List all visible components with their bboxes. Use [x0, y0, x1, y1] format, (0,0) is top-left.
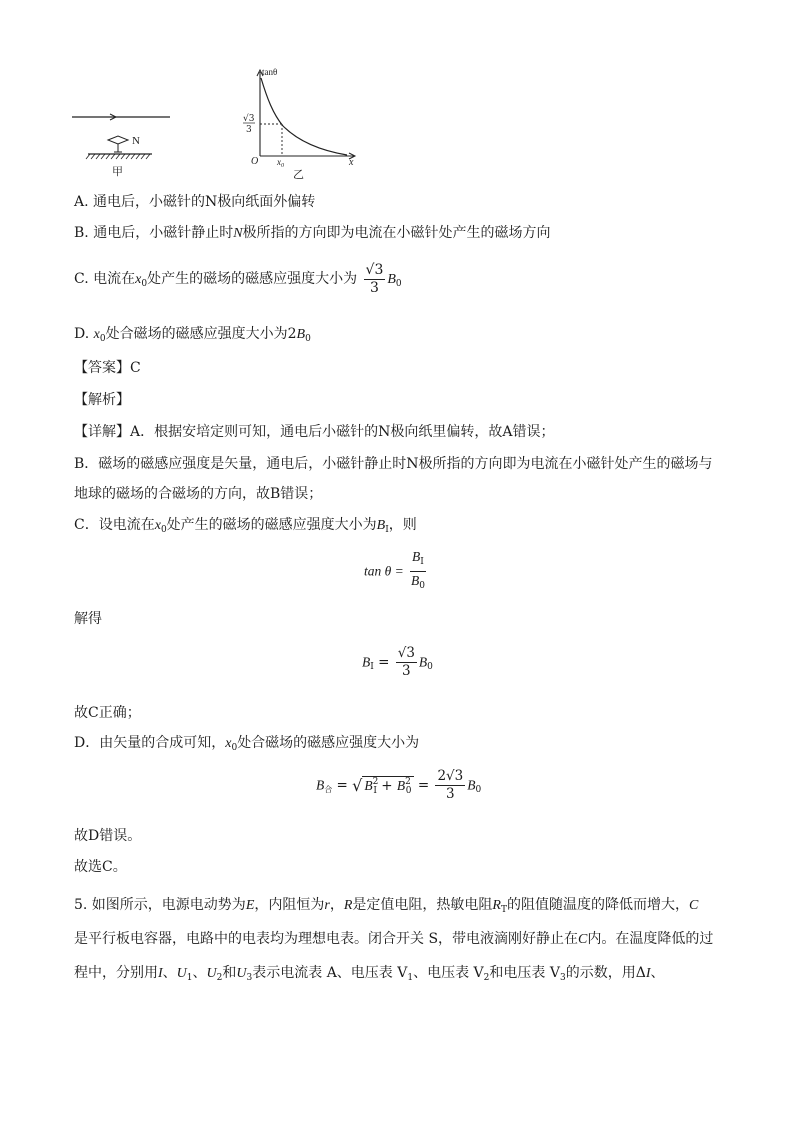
q5-line2: 是平行板电容器，电路中的电表均为理想电表。闭合开关 S，带电液滴刚好静止在C内。在温度降低的过 — [74, 931, 714, 947]
yi-curve — [261, 78, 347, 155]
figure-jia — [70, 105, 180, 180]
option-c: C. 电流在$x_0$处产生的磁场的磁感应强度大小为 $\frac{√3}{3}$ $B_0$ — [74, 261, 402, 296]
option-b: B. 通电后，小磁针静止时N极所指的方向即为电流在小磁针处产生的磁场方向 — [74, 225, 551, 241]
final-choice: 故选C。 — [74, 859, 127, 875]
detail-b2: 地球的磁场的合磁场的方向，故B错误； — [74, 486, 323, 502]
q5-line1: 5. 如图所示，电源电动势为E，内阻恒为r，R是定值电阻，热敏电阻$R_T$的阻值随温度的降低而增大，C — [74, 897, 699, 915]
jia-N-label: N — [132, 135, 140, 147]
yi-xlabel: x — [349, 157, 354, 168]
answer-tag: 【答案】 — [74, 360, 130, 376]
option-c-fraction: $\frac{√3}{3}$ — [365, 261, 384, 296]
d-wrong: 故D错误。 — [74, 828, 142, 844]
solve-label: 解得 — [74, 611, 102, 627]
figure-yi — [235, 62, 370, 182]
option-a: A. 通电后，小磁针的N极向纸面外偏转 — [74, 194, 316, 210]
option-d: D. $x_0$处合磁场的磁感应强度大小为$2B_0$ — [74, 326, 311, 344]
c-correct: 故C正确； — [74, 705, 141, 721]
yi-ytick-den: 3 — [246, 125, 252, 135]
answer-line: 【答案】C — [74, 360, 141, 376]
yi-caption: 乙 — [293, 168, 304, 181]
detail-b1: B．磁场的磁感应强度是矢量，通电后，小磁针静止时N极所指的方向即为电流在小磁针处产生的磁场与 — [74, 456, 713, 472]
detail-c1: C．设电流在$x_0$处产生的磁场的磁感应强度大小为$B_I$，则 — [74, 517, 417, 535]
ground-hatch — [86, 154, 150, 159]
jia-caption: 甲 — [112, 165, 123, 178]
detail-d: D．由矢量的合成可知，$x_0$处合磁场的磁感应强度大小为 — [74, 735, 420, 753]
yi-ytick-num: √3 — [243, 114, 255, 124]
detail-a: 【详解】A．根据安培定则可知，通电后小磁针的N极向纸里偏转，故A错误； — [74, 424, 555, 440]
yi-ylabel: tanθ — [262, 67, 278, 77]
yi-origin: O — [251, 156, 259, 167]
analysis-tag: 【解析】 — [74, 392, 130, 408]
compass-needle — [108, 136, 128, 144]
yi-xtick: $x_0$ — [277, 157, 284, 169]
equation-2: $B_I$ = $\frac{√3}{3}$ $B_0$ — [362, 645, 433, 679]
equation-3: $B_合$ = √ $B^2_I + B^2_0$ = $\frac{2√3}{3}$ $B_0$ — [316, 768, 482, 802]
q5-line3: 程中，分别用I、$U_1$、$U_2$和$U_3$表示电流表 A、电压表 $V_1$、电压表 $V_2$和电压表 $V_3$的示数，用ΔI、 — [74, 965, 665, 983]
equation-1: tan θ = $\frac{B_I}{B_0}$ — [364, 549, 425, 591]
